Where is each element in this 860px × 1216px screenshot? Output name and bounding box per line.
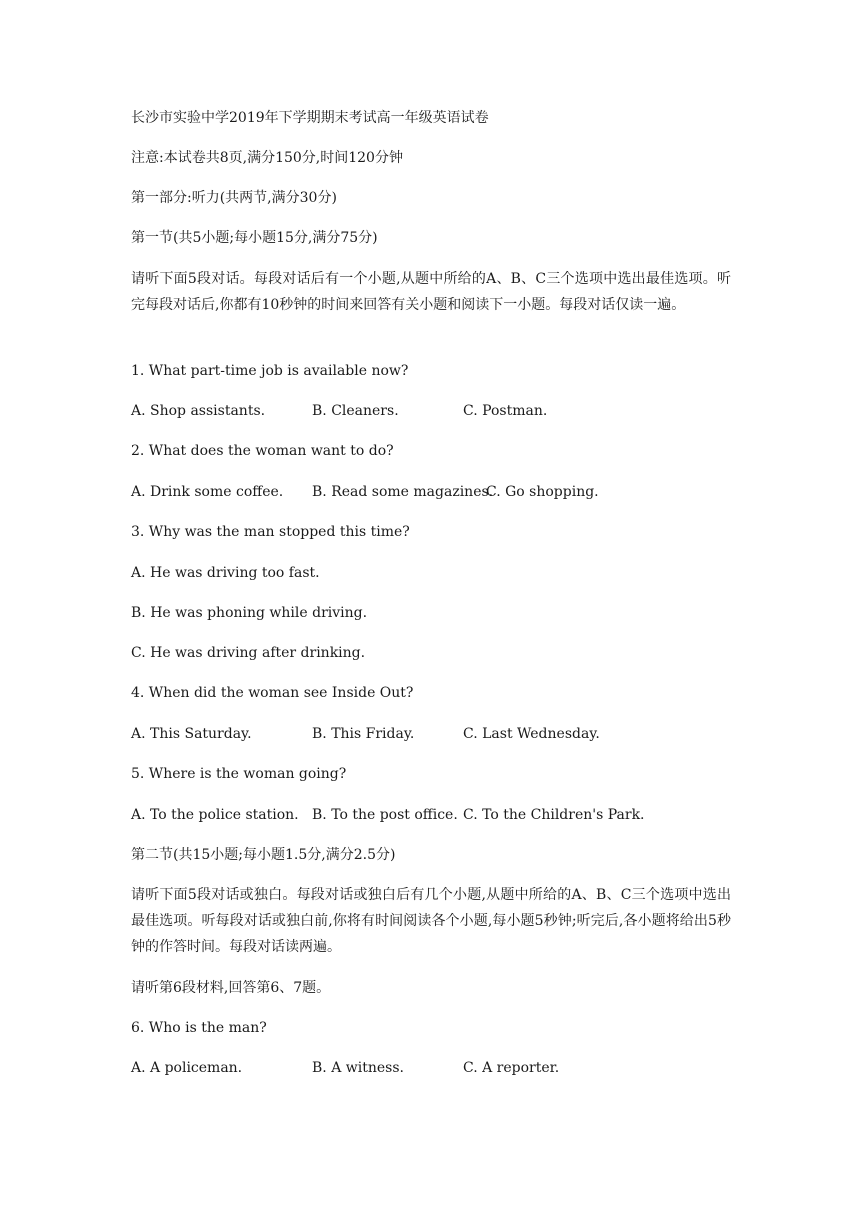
part-heading: 第一部分:听力(共两节,满分30分) [131, 190, 337, 206]
question-stem: 5. Where is the woman going? [131, 766, 347, 782]
option-b: B. He was phoning while driving. [131, 605, 368, 621]
exam-notice: 注意:本试卷共8页,满分150分,时间120分钟 [131, 150, 403, 166]
material-instruction: 请听第6段材料,回答第6、7题。 [131, 980, 331, 996]
option-c: C. He was driving after drinking. [131, 645, 366, 661]
question-stem: 2. What does the woman want to do? [131, 443, 394, 459]
section-heading: 第二节(共15小题;每小题1.5分,满分2.5分) [131, 847, 396, 863]
option-b: B. Read some magazines. [312, 484, 494, 500]
option-c: C. To the Children's Park. [463, 807, 645, 823]
option-c: C. Postman. [463, 403, 548, 419]
section-instructions: 请听下面5段对话或独白。每段对话或独白后有几个小题,从题中所给的A、B、C三个选项中选出最佳选项。听每段对话或独白前,你将有时间阅读各个小题,每小题5秒钟;听完后,各小题将给出5秒钟的作答时间。每段对话读两遍。 [131, 887, 731, 955]
section-heading: 第一节(共5小题;每小题15分,满分75分) [131, 230, 378, 246]
option-c: C. Last Wednesday. [463, 726, 600, 742]
option-a: A. This Saturday. [131, 726, 252, 742]
option-b: B. Cleaners. [312, 403, 399, 419]
exam-title: 长沙市实验中学2019年下学期期末考试高一年级英语试卷 [131, 110, 489, 126]
option-a: A. A policeman. [131, 1060, 243, 1076]
option-c: C. Go shopping. [486, 484, 599, 500]
section-instructions: 请听下面5段对话。每段对话后有一个小题,从题中所给的A、B、C三个选项中选出最佳选项。听完每段对话后,你都有10秒钟的时间来回答有关小题和阅读下一小题。每段对话仅读一遍。 [131, 271, 731, 313]
option-a: A. He was driving too fast. [131, 565, 320, 581]
option-b: B. To the post office. [312, 807, 458, 823]
question-stem: 6. Who is the man? [131, 1020, 267, 1036]
question-stem: 3. Why was the man stopped this time? [131, 524, 410, 540]
option-a: A. Drink some coffee. [131, 484, 284, 500]
question-stem: 1. What part-time job is available now? [131, 363, 409, 379]
option-a: A. Shop assistants. [131, 403, 266, 419]
option-a: A. To the police station. [131, 807, 299, 823]
option-b: B. This Friday. [312, 726, 415, 742]
question-stem: 4. When did the woman see Inside Out? [131, 685, 414, 701]
option-c: C. A reporter. [463, 1060, 560, 1076]
option-b: B. A witness. [312, 1060, 404, 1076]
